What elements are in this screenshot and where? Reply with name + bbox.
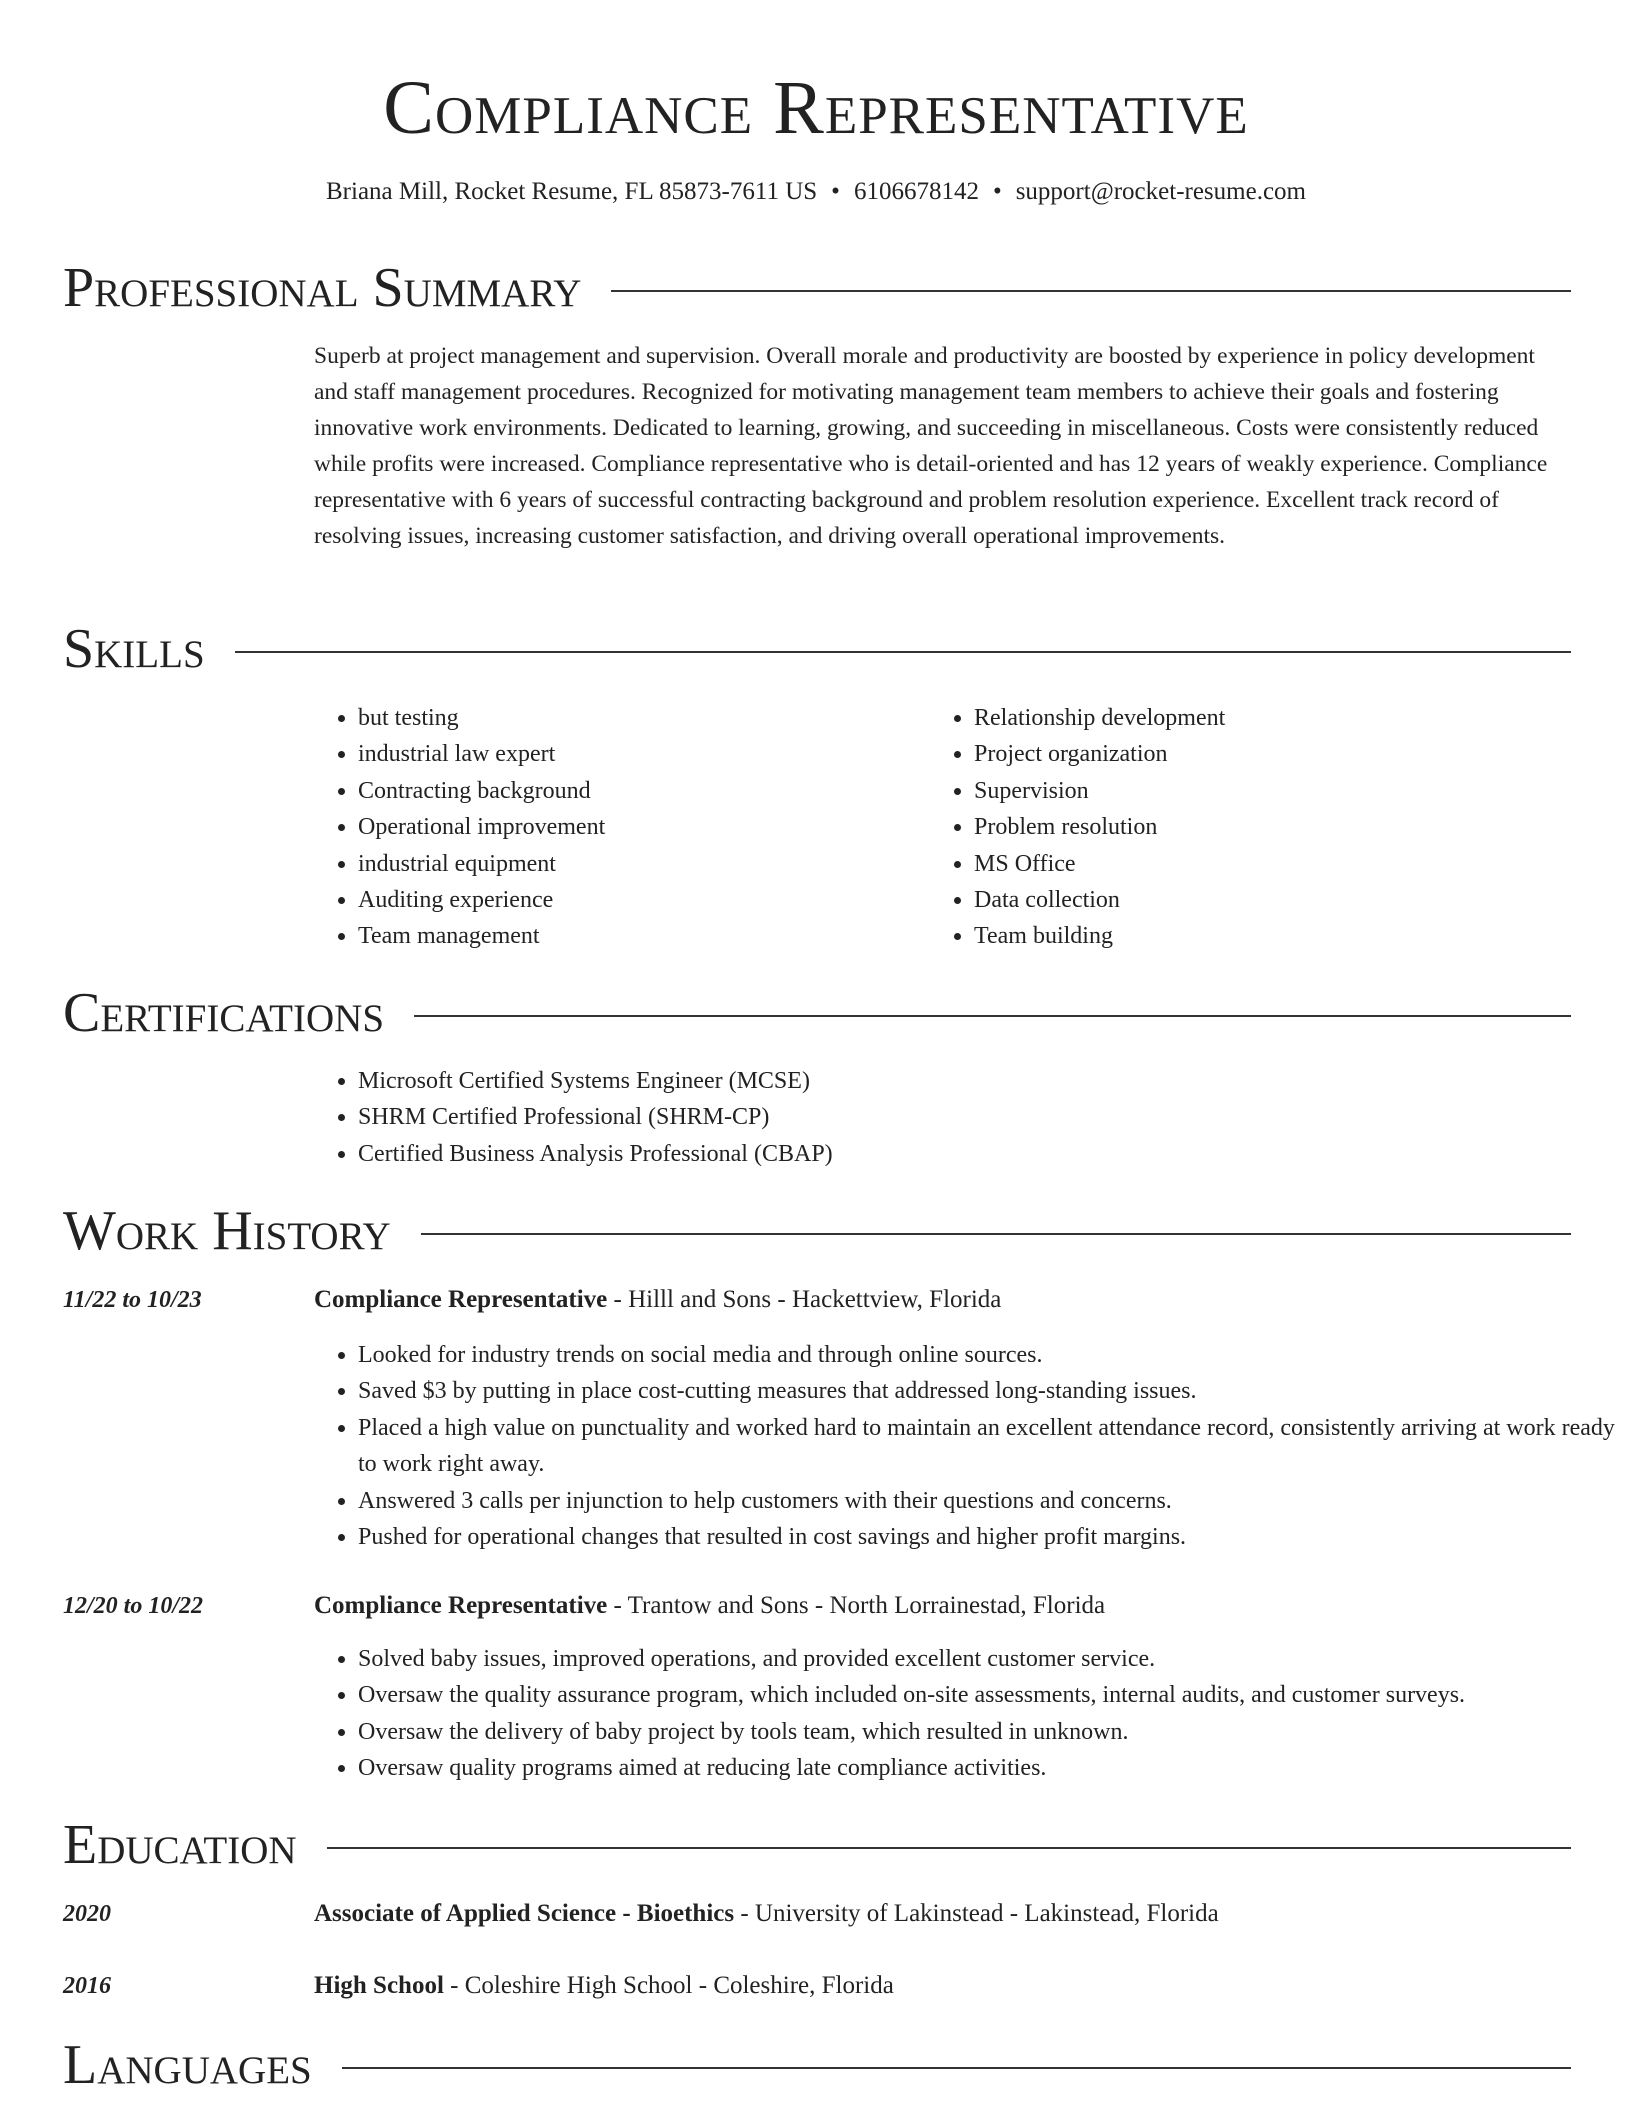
skill-item: • Data collection [974,882,1574,918]
skill-item: • but testing [358,700,918,736]
education-year: 2020 [63,1901,111,1927]
job-bullet: • Solved baby issues, improved operations, and provided excellent customer service. [358,1641,1616,1677]
section-divider [611,290,1571,292]
job-employer: - Hilll and Sons - Hackettview, Florida [607,1286,1002,1313]
section-title-languages: Languages [63,2034,312,2096]
skill-item: • Team building [974,918,1574,954]
job-bullet: • Saved $3 by putting in place cost-cutting measures that addressed long-standing issues. [358,1373,1616,1409]
email: support@rocket-resume.com [1015,178,1306,205]
job-title: Compliance Representative [314,1286,608,1313]
skill-item: • MS Office [974,846,1574,882]
skills-list-right [930,700,1574,955]
certifications-list [314,1063,1616,1172]
job-heading [314,1588,1572,1624]
section-divider [414,1015,1571,1017]
skill-item: • industrial law expert [358,736,918,772]
phone: 6106678142 [853,178,979,205]
skill-item: • Relationship development [974,700,1574,736]
work-history-header [63,1196,1571,1266]
job-dates: 12/20 to 10/22 [63,1593,204,1619]
candidate-name: Compliance Representative [383,66,1249,150]
skill-item: • Problem resolution [974,809,1574,845]
skill-item: • Project organization [974,736,1574,772]
contact-line [0,174,1632,210]
education-entry [314,1968,1572,2004]
education-header [63,1810,1571,1880]
degree: High School [314,1972,444,1999]
job-bullet: • Oversaw quality programs aimed at reducing late compliance activities. [358,1750,1616,1786]
job-heading [314,1282,1572,1318]
section-title-work: Work History [63,1200,391,1262]
summary-header [63,253,1571,323]
section-title-summary: Professional Summary [63,257,582,319]
education-entry [314,1896,1572,1932]
school: - Coleshire High School - Coleshire, Florida [443,1972,894,1999]
separator-dot: • [831,178,840,205]
section-divider [235,651,1571,653]
job-bullets [314,1641,1616,1787]
section-divider [327,1847,1571,1849]
section-title-education: Education [63,1814,297,1876]
languages-header [63,2030,1571,2100]
job-title: Compliance Representative [314,1592,608,1619]
certifications-header [63,978,1571,1048]
section-title-certifications: Certifications [63,982,385,1044]
skill-item: • Supervision [974,773,1574,809]
skills-header [63,614,1571,684]
job-dates: 11/22 to 10/23 [63,1287,202,1313]
section-divider [342,2067,1571,2069]
skill-item: • Operational improvement [358,809,918,845]
skills-list-left [314,700,918,955]
certification-item: • Microsoft Certified Systems Engineer (MCSE) [358,1063,1616,1099]
section-divider [421,1233,1571,1235]
skill-item: • Team management [358,918,918,954]
summary-text: Superb at project management and supervision. Overall morale and productivity are boosted by experience in policy development and staff management procedures. Recognized for motivating management team members to achieve their goals and fostering innovative work environments. Dedicated to learning, growing, and succeeding in miscellaneous. Costs were consistently reduced while profits were increased. Compliance representative who is detail-oriented and has 12 years of weakly experience. Compliance representative with 6 years of successful contracting background and problem resolution experience. Excellent track record of resolving issues, increasing customer satisfaction, and driving overall operational improvements. [314,343,1548,549]
job-bullet: • Placed a high value on punctuality and worked hard to maintain an excellent attendance record, consistently arriving at work ready to work right away. [358,1410,1616,1483]
job-bullets [314,1337,1616,1555]
skill-item: • Auditing experience [358,882,918,918]
job-bullet: • Pushed for operational changes that resulted in cost savings and higher profit margins. [358,1519,1616,1555]
certification-item: • SHRM Certified Professional (SHRM-CP) [358,1099,1616,1135]
certification-item: • Certified Business Analysis Professional (CBAP) [358,1136,1616,1172]
job-bullet: • Answered 3 calls per injunction to help customers with their questions and concerns. [358,1483,1616,1519]
job-employer: - Trantow and Sons - North Lorrainestad, Florida [607,1592,1106,1619]
separator-dot: • [992,178,1002,205]
job-bullet: • Oversaw the quality assurance program, which included on-site assessments, internal audits, and customer surveys. [358,1677,1616,1713]
job-bullet: • Oversaw the delivery of baby project by tools team, which resulted in unknown. [358,1714,1616,1750]
degree: Associate of Applied Science - Bioethics [314,1900,735,1927]
section-title-skills: Skills [63,618,205,680]
address: Briana Mill, Rocket Resume, FL 85873-7611 US [326,178,818,205]
job-bullet: • Looked for industry trends on social media and through online sources. [358,1337,1616,1373]
education-year: 2016 [63,1973,111,1999]
skill-item: • industrial equipment [358,846,918,882]
skill-item: • Contracting background [358,773,918,809]
school: - University of Lakinstead - Lakinstead, Florida [734,1900,1219,1927]
